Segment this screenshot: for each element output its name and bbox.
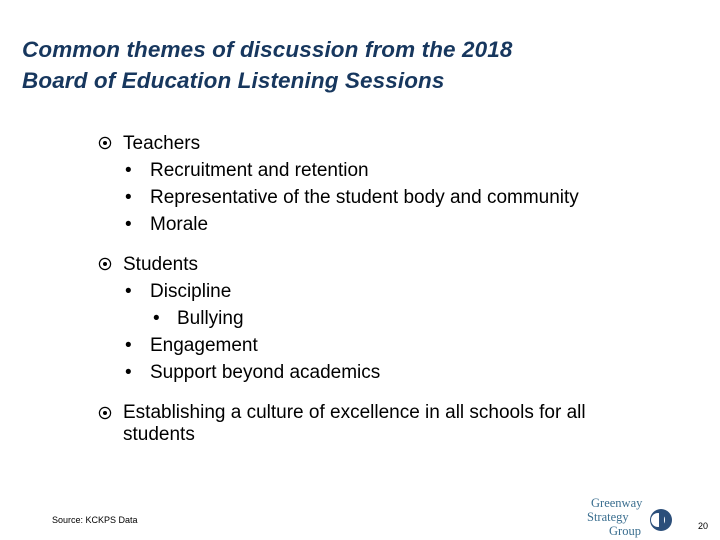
circled-dot-icon xyxy=(98,257,112,271)
list-subitem xyxy=(98,305,380,332)
list-item-label: Engagement xyxy=(150,335,258,356)
topic-label: Students xyxy=(123,254,198,275)
topic-label-line-1: Establishing a culture of excellence in all schools for all xyxy=(123,402,586,423)
topic-label-line-2: students xyxy=(123,424,195,445)
list-item-label: Support beyond academics xyxy=(150,362,381,383)
circled-dot-icon xyxy=(98,406,112,420)
topic-heading xyxy=(98,130,579,157)
page-number: 20 xyxy=(698,521,709,531)
bullet-dot: • xyxy=(125,335,132,356)
logo-text-line-1: Greenway xyxy=(591,496,643,510)
bullet-dot: • xyxy=(125,214,132,235)
title-line-2: Board of Education Listening Sessions xyxy=(22,68,445,93)
topic-heading xyxy=(98,251,380,278)
circled-dot-icon xyxy=(98,136,112,150)
source-note: Source: KCKPS Data xyxy=(52,515,138,525)
greenway-strategy-group-logo xyxy=(585,494,681,538)
list-item xyxy=(98,157,579,184)
list-item xyxy=(98,278,380,305)
topic-culture-of-excellence xyxy=(98,402,586,446)
bullet-dot: • xyxy=(153,308,160,329)
bullet-dot: • xyxy=(125,281,132,302)
list-item xyxy=(98,211,579,238)
topic-teachers xyxy=(98,130,579,238)
logo-text-line-3: Group xyxy=(609,524,641,538)
list-item xyxy=(98,359,380,386)
list-item xyxy=(98,332,380,359)
list-subitem-label: Bullying xyxy=(177,308,244,329)
bullet-dot: • xyxy=(125,160,132,181)
logo-emblem-icon xyxy=(650,509,672,531)
title-line-1: Common themes of discussion from the 2018 xyxy=(22,37,513,62)
logo-text-line-2: Strategy xyxy=(587,510,629,524)
list-item xyxy=(98,184,579,211)
bullet-dot: • xyxy=(125,362,132,383)
list-item-label: Recruitment and retention xyxy=(150,160,369,181)
list-item-label: Discipline xyxy=(150,281,232,302)
topic-label: Teachers xyxy=(123,133,201,154)
slide-title xyxy=(22,34,682,96)
topic-heading xyxy=(98,402,586,446)
bullet-dot: • xyxy=(125,187,132,208)
topic-students xyxy=(98,251,380,386)
list-item-label: Morale xyxy=(150,214,209,235)
list-item-label: Representative of the student body and community xyxy=(150,187,579,208)
